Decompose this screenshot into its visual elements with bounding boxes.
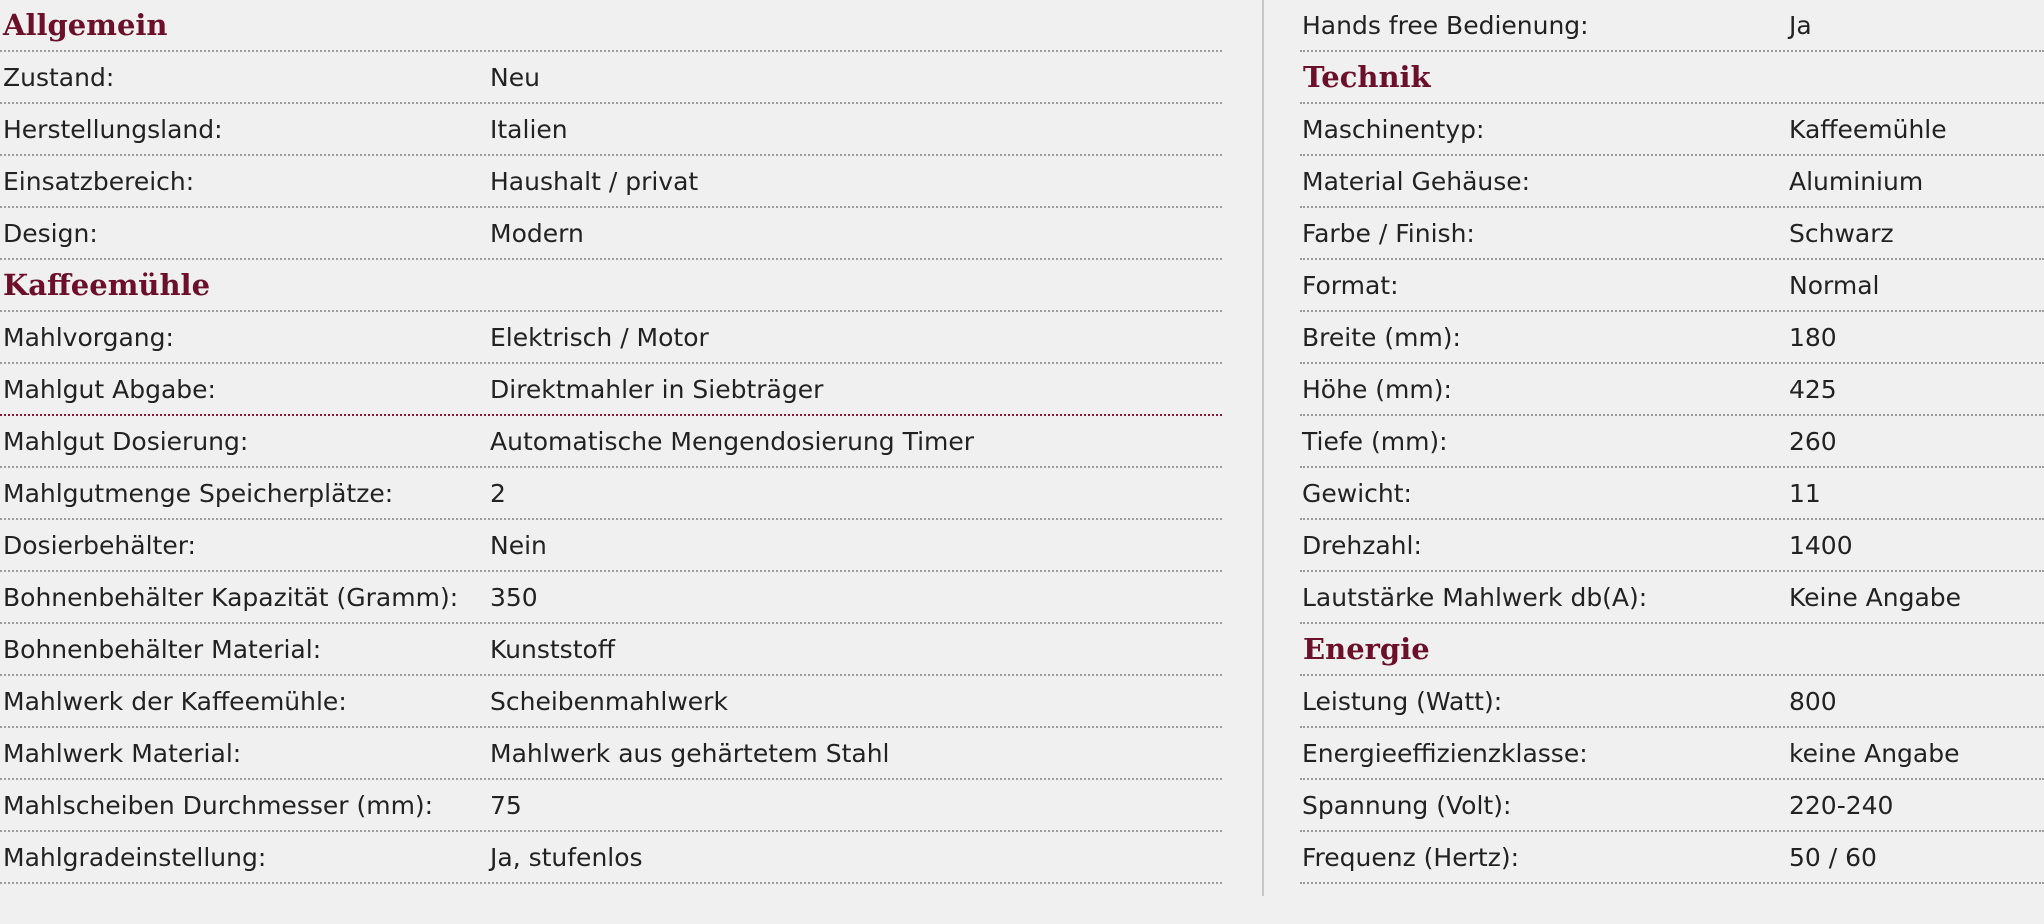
spec-row [0, 364, 1222, 416]
spec-label: Breite (mm): [1302, 322, 1461, 352]
spec-row [1300, 468, 2044, 520]
section-title-technik: Technik [1300, 52, 2044, 104]
spec-label: Farbe / Finish: [1302, 218, 1475, 248]
spec-row [0, 572, 1222, 624]
spec-label: Zustand: [3, 62, 115, 92]
spec-row [0, 416, 1222, 468]
spec-label: Design: [3, 218, 98, 248]
spec-value: Aluminium [1789, 166, 1924, 196]
spec-label: Mahlwerk Material: [3, 738, 242, 768]
spec-row [0, 832, 1222, 884]
spec-row [0, 468, 1222, 520]
spec-row [1300, 364, 2044, 416]
spec-value: Scheibenmahlwerk [490, 686, 728, 716]
spec-label: Bohnenbehälter Kapazität (Gramm): [3, 582, 459, 612]
spec-label: Mahlscheiben Durchmesser (mm): [3, 790, 434, 820]
spec-value: Italien [490, 114, 568, 144]
spec-value: 220-240 [1789, 790, 1894, 820]
spec-row [0, 624, 1222, 676]
spec-value: 1400 [1789, 530, 1853, 560]
spec-column-right [1300, 0, 2044, 884]
spec-label: Mahlgut Abgabe: [3, 374, 216, 404]
spec-label: Spannung (Volt): [1302, 790, 1512, 820]
spec-row [1300, 312, 2044, 364]
spec-value: Direktmahler in Siebträger [490, 374, 824, 404]
spec-row [0, 104, 1222, 156]
spec-value: 180 [1789, 322, 1837, 352]
spec-row [0, 52, 1222, 104]
spec-value: Haushalt / privat [490, 166, 699, 196]
spec-label: Lautstärke Mahlwerk db(A): [1302, 582, 1648, 612]
section-title-energie: Energie [1300, 624, 2044, 676]
spec-value: Kunststoff [490, 634, 616, 664]
spec-row [1300, 520, 2044, 572]
spec-label: Mahlgradeinstellung: [3, 842, 267, 872]
spec-row [1300, 676, 2044, 728]
spec-row [0, 520, 1222, 572]
spec-row [1300, 104, 2044, 156]
spec-label: Hands free Bedienung: [1302, 10, 1589, 40]
column-divider [1262, 0, 1264, 896]
spec-label: Maschinentyp: [1302, 114, 1485, 144]
spec-value: Keine Angabe [1789, 582, 1962, 612]
spec-row [1300, 728, 2044, 780]
spec-label: Dosierbehälter: [3, 530, 196, 560]
spec-row [0, 780, 1222, 832]
spec-row [1300, 416, 2044, 468]
spec-label: Leistung (Watt): [1302, 686, 1503, 716]
spec-label: Frequenz (Hertz): [1302, 842, 1519, 872]
spec-row [1300, 572, 2044, 624]
section-title-kaffeemuehle: Kaffeemühle [0, 260, 1222, 312]
spec-row [0, 312, 1222, 364]
spec-row [1300, 832, 2044, 884]
spec-row [0, 728, 1222, 780]
spec-value: Neu [490, 62, 540, 92]
spec-label: Tiefe (mm): [1302, 426, 1448, 456]
spec-value: Normal [1789, 270, 1880, 300]
spec-value: Mahlwerk aus gehärtetem Stahl [490, 738, 890, 768]
spec-label: Höhe (mm): [1302, 374, 1452, 404]
spec-row [0, 156, 1222, 208]
section-title-allgemein: Allgemein [0, 0, 1222, 52]
spec-label: Gewicht: [1302, 478, 1412, 508]
spec-label: Energieeffizienzklasse: [1302, 738, 1588, 768]
spec-value: Ja [1789, 10, 1812, 40]
spec-value: 425 [1789, 374, 1837, 404]
spec-label: Einsatzbereich: [3, 166, 195, 196]
spec-value: 800 [1789, 686, 1837, 716]
spec-value: 350 [490, 582, 538, 612]
spec-row [1300, 156, 2044, 208]
spec-value: 50 / 60 [1789, 842, 1877, 872]
spec-value: 11 [1789, 478, 1821, 508]
spec-value: 2 [490, 478, 506, 508]
spec-value: Ja, stufenlos [490, 842, 643, 872]
spec-value: Kaffeemühle [1789, 114, 1947, 144]
spec-value: Nein [490, 530, 547, 560]
spec-row [1300, 208, 2044, 260]
spec-value: 260 [1789, 426, 1837, 456]
spec-row [0, 676, 1222, 728]
spec-value: Automatische Mengendosierung Timer [490, 426, 975, 456]
spec-row [1300, 780, 2044, 832]
spec-value: keine Angabe [1789, 738, 1960, 768]
spec-label: Mahlgut Dosierung: [3, 426, 249, 456]
spec-row [0, 208, 1222, 260]
spec-label: Mahlwerk der Kaffeemühle: [3, 686, 347, 716]
spec-value: Modern [490, 218, 584, 248]
spec-value: 75 [490, 790, 522, 820]
spec-value: Schwarz [1789, 218, 1894, 248]
spec-row [1300, 0, 2044, 52]
spec-label: Herstellungsland: [3, 114, 223, 144]
spec-label: Mahlvorgang: [3, 322, 174, 352]
spec-label: Format: [1302, 270, 1399, 300]
spec-row [1300, 260, 2044, 312]
spec-value: Elektrisch / Motor [490, 322, 709, 352]
spec-label: Drehzahl: [1302, 530, 1422, 560]
spec-label: Bohnenbehälter Material: [3, 634, 322, 664]
spec-label: Mahlgutmenge Speicherplätze: [3, 478, 394, 508]
spec-label: Material Gehäuse: [1302, 166, 1531, 196]
